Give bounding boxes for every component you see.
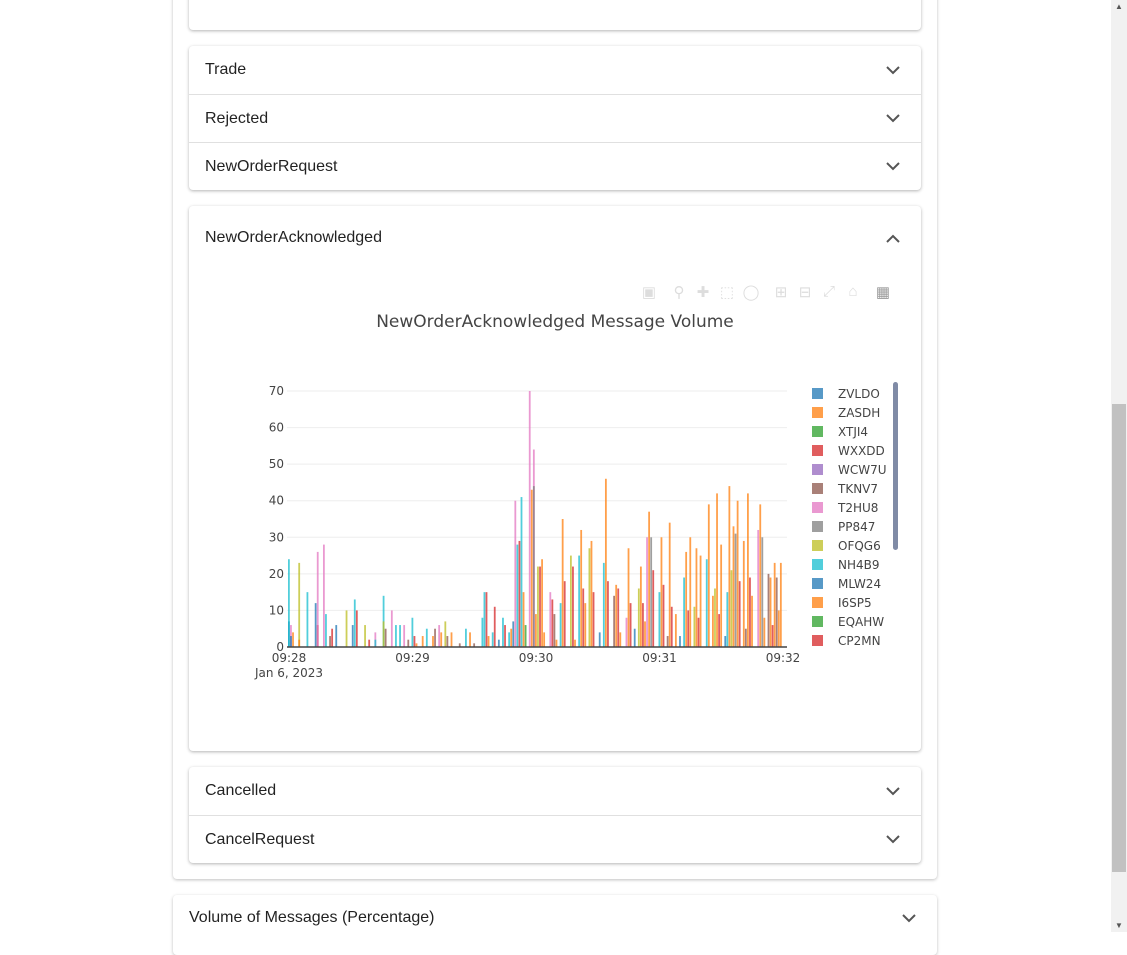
bar-zasdh [298, 640, 300, 647]
bar-zasdh [720, 545, 722, 647]
box-select-icon[interactable]: ⬚ [719, 284, 735, 301]
bar-t2hu8 [529, 391, 531, 647]
bar-wxxdd [739, 581, 741, 647]
chevron-down-icon [881, 828, 905, 852]
legend-label: I6SP5 [838, 595, 872, 610]
legend-item[interactable] [812, 517, 887, 536]
bar-zasdh [541, 559, 543, 647]
bar-pp847 [650, 537, 652, 647]
legend-swatch [812, 464, 823, 475]
bar-wxxdd [539, 567, 541, 647]
x-tick-label: 09:28 [271, 651, 307, 665]
bar-zasdh [689, 537, 691, 647]
scroll-up-icon[interactable]: ▲ [1115, 2, 1123, 11]
y-tick-label: 30 [268, 530, 284, 545]
chart-title: NewOrderAcknowledged Message Volume [376, 312, 734, 332]
bar-zasdh [780, 563, 782, 647]
bar-zasdh [728, 486, 730, 647]
bar-zasdh [759, 504, 761, 647]
scroll-down-icon[interactable]: ▼ [1115, 921, 1123, 930]
bar-zasdh [743, 541, 745, 647]
bar-zasdh [574, 640, 576, 647]
bar-zasdh [763, 618, 765, 647]
bar-zasdh [440, 632, 442, 647]
page-scrollbar[interactable] [1111, 0, 1127, 932]
bar-wxxdd [607, 581, 609, 647]
legend-swatch [812, 578, 823, 589]
bar-zasdh [584, 603, 586, 647]
accordion-cancel-request[interactable] [189, 815, 921, 863]
bar-tknv7 [554, 614, 556, 647]
x-tick-label: 09:32 [765, 651, 801, 665]
bar-zasdh [778, 610, 780, 647]
legend-label: TKNV7 [838, 481, 879, 496]
bar-nh4b9 [508, 632, 510, 647]
bar-zasdh [531, 490, 533, 647]
bar-tknv7 [613, 596, 615, 647]
bar-zasdh [619, 632, 621, 647]
bar-t2hu8 [626, 618, 628, 647]
legend-swatch [812, 540, 823, 551]
bar-wxxdd [652, 570, 654, 647]
legend-label: ZASDH [838, 405, 881, 420]
legend-label: CP2MN [838, 633, 881, 648]
legend-label: OFQG6 [838, 538, 881, 553]
accordion-cancelled[interactable] [189, 767, 921, 815]
bar-ofqg6 [714, 588, 716, 647]
autoscale-icon[interactable]: ⤢ [822, 283, 835, 300]
bar-zasdh [774, 563, 776, 647]
bar-nh4b9 [521, 497, 523, 647]
legend-item[interactable] [812, 593, 887, 612]
legend-label: T2HU8 [838, 500, 879, 515]
bar-wxxdd [749, 578, 751, 647]
bar-zasdh [432, 636, 434, 647]
bar-ofqg6 [444, 621, 446, 647]
bar-nh4b9 [603, 563, 605, 647]
y-tick-label: 40 [268, 493, 284, 508]
legend-item[interactable] [812, 422, 887, 441]
bar-zasdh [640, 567, 642, 647]
bar-zasdh [648, 512, 650, 647]
scrollbar-thumb[interactable] [1112, 404, 1126, 872]
bar-t2hu8 [757, 530, 759, 647]
bar-wxxdd [718, 614, 720, 647]
x-tick-label: 09:31 [642, 651, 677, 665]
bar-zvldo [290, 636, 292, 647]
bar-ofqg6 [346, 610, 348, 647]
legend-swatch [812, 635, 823, 646]
bar-t2hu8 [514, 501, 516, 647]
bar-t2hu8 [646, 537, 648, 647]
bar-zasdh [644, 621, 646, 647]
bar-zasdh [580, 530, 582, 647]
bar-zasdh [543, 632, 545, 647]
y-tick-label: 50 [268, 457, 284, 472]
bar-nh4b9 [325, 614, 327, 647]
x-tick-label: 09:30 [518, 651, 554, 665]
bar-wxxdd [671, 607, 673, 647]
bar-zasdh [469, 632, 471, 647]
bar-nh4b9 [395, 625, 397, 647]
bar-zasdh [605, 479, 607, 647]
x-tick-label: 09:29 [395, 651, 430, 665]
bar-ofqg6 [731, 570, 733, 647]
pan-icon[interactable]: ✚ [696, 284, 710, 301]
bar-zvldo [724, 636, 726, 647]
bar-ofqg6 [383, 621, 385, 647]
chevron-down-icon [881, 779, 905, 803]
bar-i6sp5 [535, 614, 537, 647]
bar-nh4b9 [412, 618, 414, 647]
accordion-volume-percentage[interactable] [173, 895, 937, 955]
bar-zasdh [451, 632, 453, 647]
bar-tknv7 [667, 636, 669, 647]
lasso-icon[interactable]: ◯ [742, 284, 760, 301]
bar-ofqg6 [589, 548, 591, 647]
bar-t2hu8 [323, 545, 325, 647]
bar-zasdh [675, 614, 677, 647]
accordion-label: NewOrderAcknowledged [205, 229, 382, 246]
legend-item[interactable] [812, 555, 887, 574]
bar-ofqg6 [364, 625, 366, 647]
bar-wxxdd [486, 592, 488, 647]
legend-swatch [812, 616, 823, 627]
legend-item[interactable] [812, 460, 887, 479]
bar-t2hu8 [549, 592, 551, 647]
bar-nh4b9 [492, 632, 494, 647]
bar-nh4b9 [399, 625, 401, 647]
bar-t2hu8 [438, 625, 440, 647]
y-tick-label: 10 [268, 603, 284, 618]
bar-nh4b9 [374, 640, 376, 647]
bar-zasdh [712, 596, 714, 647]
bar-tknv7 [446, 636, 448, 647]
bar-t2hu8 [391, 610, 393, 647]
accordion-label: NewOrderRequest [205, 157, 338, 175]
bar-wxxdd [572, 567, 574, 647]
bar-nh4b9 [578, 556, 580, 647]
bar-zvldo [335, 625, 337, 647]
legend-label: EQAHW [838, 614, 885, 629]
bar-wxxdd [772, 625, 774, 647]
bar-zasdh [770, 578, 772, 647]
bar-tknv7 [407, 640, 409, 647]
bar-ofqg6 [693, 607, 695, 647]
bar-nh4b9 [307, 592, 309, 647]
legend-swatch [812, 521, 823, 532]
bar-tknv7 [385, 629, 387, 647]
legend-item[interactable] [812, 612, 887, 631]
bar-zvldo [512, 621, 514, 647]
bar-zasdh [628, 548, 630, 647]
legend-label: WXXDD [838, 443, 885, 458]
bar-tknv7 [434, 629, 436, 647]
bar-zvldo [634, 629, 636, 647]
legend-swatch [812, 597, 823, 608]
bar-zasdh [488, 636, 490, 647]
bar-ofqg6 [537, 567, 539, 647]
bar-pp847 [735, 534, 737, 647]
bar-ofqg6 [298, 563, 300, 647]
legend-label: ZVLDO [838, 386, 880, 401]
y-tick-label: 20 [268, 566, 284, 581]
bar-zasdh [615, 585, 617, 647]
bar-wxxdd [504, 625, 506, 647]
bar-wxxdd [331, 629, 333, 647]
legend-item[interactable] [812, 498, 887, 517]
legend-label: MLW24 [838, 576, 882, 591]
bar-nh4b9 [706, 559, 708, 647]
zoom-out-icon[interactable]: ⊟ [798, 284, 812, 301]
bar-wxxdd [551, 599, 553, 647]
zoom-icon[interactable]: ⚲ [673, 284, 685, 301]
bar-zasdh [708, 504, 710, 647]
legend-swatch [812, 483, 823, 494]
bar-zasdh [685, 552, 687, 647]
bar-nh4b9 [481, 618, 483, 647]
bar-pp847 [533, 486, 535, 647]
legend-swatch [812, 426, 823, 437]
legend-swatch [812, 388, 823, 399]
legend-label: PP847 [838, 519, 876, 534]
bar-wxxdd [519, 541, 521, 647]
y-tick-label: 70 [268, 384, 284, 398]
bar-zasdh [556, 640, 558, 647]
y-tick-label: 60 [268, 420, 284, 435]
legend-label: WCW7U [838, 462, 887, 477]
bar-nh4b9 [288, 559, 290, 647]
bar-nh4b9 [484, 592, 486, 647]
accordion-group-bottom [189, 767, 921, 863]
legend-item[interactable] [812, 403, 887, 422]
bar-wxxdd [593, 592, 595, 647]
bar-wxxdd [368, 640, 370, 647]
bar-zasdh [510, 629, 512, 647]
bar-nh4b9 [426, 629, 428, 647]
bar-wxxdd [494, 607, 496, 647]
legend-item[interactable] [812, 574, 887, 593]
chart-legend [812, 384, 887, 650]
bar-tknv7 [776, 578, 778, 647]
bar-pp847 [761, 537, 763, 647]
zoom-in-icon[interactable]: ⊞ [774, 284, 788, 301]
accordion-label: CancelRequest [205, 830, 315, 848]
bar-nh4b9 [560, 603, 562, 647]
bar-zasdh [733, 526, 735, 647]
x-date-label: Jan 6, 2023 [254, 666, 324, 680]
bar-zvldo [679, 636, 681, 647]
reset-axes-icon[interactable]: ⌂ [848, 283, 858, 300]
bar-zasdh [696, 548, 698, 647]
bar-zasdh [751, 596, 753, 647]
bar-wxxdd [630, 603, 632, 647]
bar-zasdh [700, 556, 702, 647]
bar-zasdh [716, 493, 718, 647]
bar-nh4b9 [502, 618, 504, 647]
bar-zvldo [498, 640, 500, 647]
chevron-down-icon [897, 906, 921, 930]
bar-mlw24 [352, 625, 354, 647]
bar-tknv7 [768, 574, 770, 647]
bar-zasdh [661, 537, 663, 647]
accordion-label: Trade [205, 61, 247, 78]
legend-item[interactable] [812, 479, 887, 498]
bar-wxxdd [617, 588, 619, 647]
bar-wxxdd [414, 636, 416, 647]
bar-tknv7 [745, 629, 747, 647]
legend-item[interactable] [812, 536, 887, 555]
accordion-label: Rejected [205, 109, 269, 127]
y-tick-label: 0 [276, 640, 284, 654]
bar-zasdh [523, 592, 525, 647]
bar-nh4b9 [465, 629, 467, 647]
legend-label: NH4B9 [838, 557, 880, 572]
legend-item[interactable] [812, 631, 887, 650]
legend-swatch [812, 502, 823, 513]
legend-label: XTJI4 [838, 424, 869, 439]
bar-wxxdd [642, 603, 644, 647]
bar-nh4b9 [354, 599, 356, 647]
camera-icon[interactable]: ▣ [641, 284, 657, 301]
bar-wxxdd [582, 588, 584, 647]
accordion-label: Cancelled [205, 782, 277, 799]
plotly-logo-icon[interactable]: ▦ [875, 284, 891, 301]
bar-t2hu8 [403, 625, 405, 647]
bar-zasdh [747, 493, 749, 647]
bar-wxxdd [356, 610, 358, 647]
bar-wxxdd [698, 618, 700, 647]
bar-zvldo [599, 632, 601, 647]
legend-item[interactable] [812, 384, 887, 403]
bar-zasdh [737, 501, 739, 647]
bar-t2hu8 [317, 552, 319, 647]
bar-nh4b9 [516, 545, 518, 647]
accordion-label: Volume of Messages (Percentage) [189, 909, 435, 926]
legend-swatch [812, 559, 823, 570]
legend-swatch [812, 407, 823, 418]
legend-swatch [812, 445, 823, 456]
bar-nh4b9 [659, 592, 661, 647]
bar-xtji4 [525, 625, 527, 647]
bar-nh4b9 [726, 592, 728, 647]
legend-item[interactable] [812, 441, 887, 460]
legend-scrollbar[interactable] [893, 382, 898, 550]
bar-ofqg6 [570, 556, 572, 647]
bar-zasdh [562, 519, 564, 647]
bar-wxxdd [687, 610, 689, 647]
bar-zasdh [669, 523, 671, 647]
bar-zasdh [292, 632, 294, 647]
bar-zasdh [422, 636, 424, 647]
bar-tknv7 [329, 636, 331, 647]
bar-nh4b9 [683, 578, 685, 647]
bar-ofqg6 [638, 588, 640, 647]
bar-zasdh [591, 541, 593, 647]
bar-wxxdd [564, 581, 566, 647]
bar-zvldo [315, 603, 317, 647]
bar-wxxdd [663, 585, 665, 647]
